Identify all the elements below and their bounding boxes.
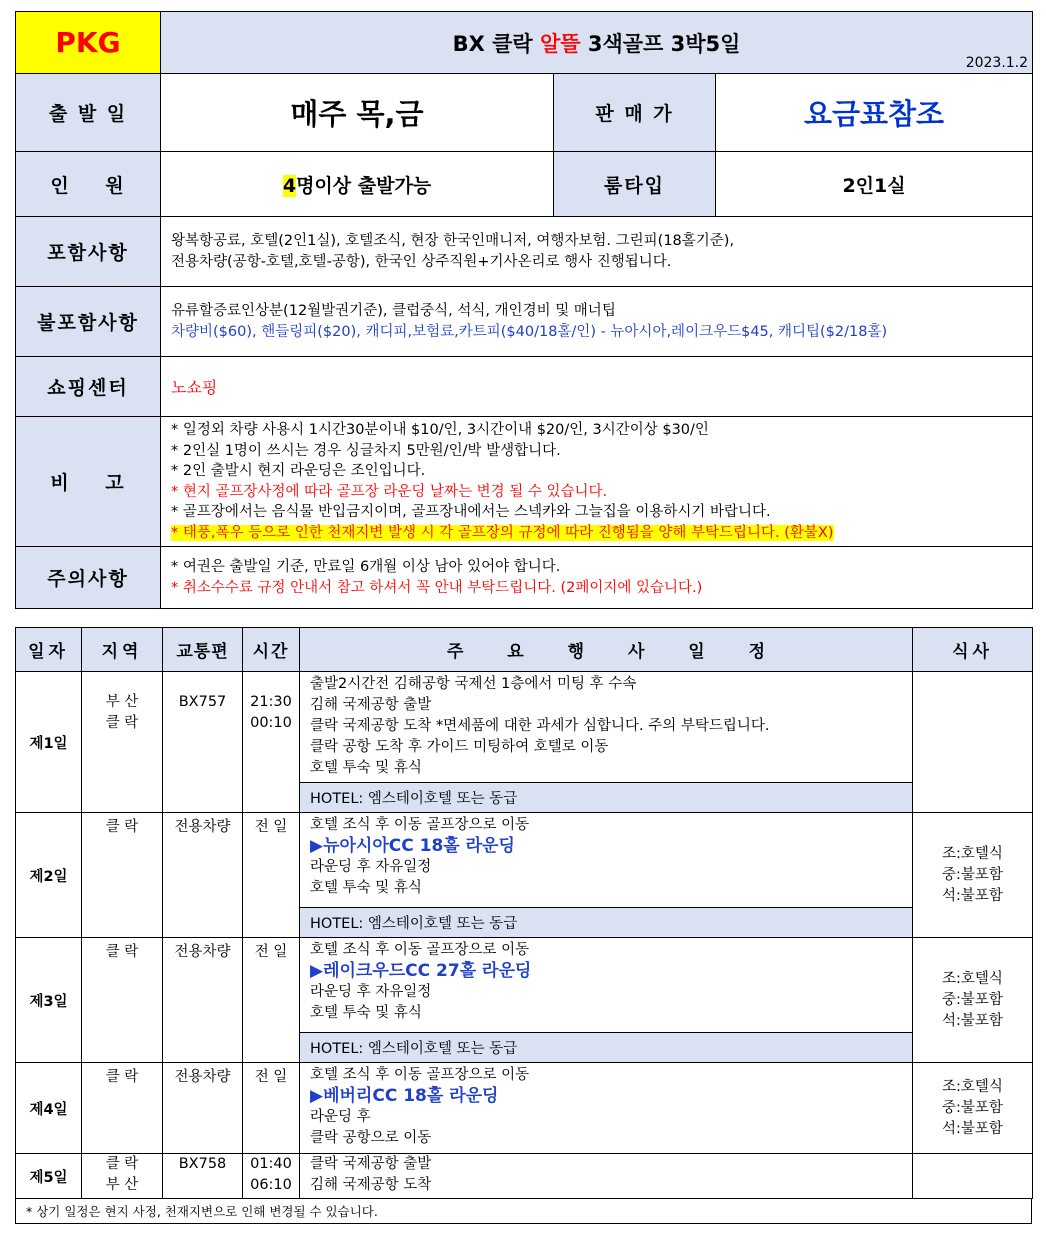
meal-breakfast: 조:호텔식 — [942, 1078, 1003, 1095]
room-value: 2인1실 — [716, 152, 1033, 217]
included-details — [161, 217, 1033, 287]
activity-line: 호텔 투숙 및 휴식 — [310, 1005, 422, 1021]
transport-cell: 전용차량 — [163, 938, 243, 1063]
included-label: 포함사항 — [16, 217, 161, 287]
price-label: 판 매 가 — [554, 74, 716, 152]
activity-cell — [300, 1063, 913, 1154]
column-header-day: 일자 — [16, 628, 82, 672]
activity-line: 출발2시간전 김해공항 국제선 1층에서 미팅 후 수속 — [310, 676, 637, 692]
transport-cell: 전용차량 — [163, 1063, 243, 1154]
time-value: 01:40 — [250, 1156, 292, 1172]
meal-lunch: 중:불포함 — [942, 991, 1003, 1008]
meal-cell — [913, 938, 1033, 1063]
region-name: 클 락 — [105, 1156, 139, 1172]
shopping-value: 노쇼핑 — [161, 357, 1033, 417]
meal-dinner: 석:불포함 — [942, 1012, 1003, 1029]
meal-dinner: 석:불포함 — [942, 1120, 1003, 1137]
pkg-label: PKG — [16, 12, 161, 74]
time-cell — [243, 672, 300, 813]
column-header-time: 시간 — [243, 628, 300, 672]
hotel-row: HOTEL: 엠스테이호텔 또는 동급 — [300, 783, 913, 813]
activity-line: 클락 공항으로 이동 — [310, 1130, 432, 1146]
golf-course-round: ▶레이크우드CC 27홀 라운딩 — [310, 961, 532, 981]
column-header-region: 지역 — [82, 628, 163, 672]
meal-cell — [913, 813, 1033, 938]
region-name: 부 산 — [105, 1177, 139, 1193]
hotel-row: HOTEL: 엠스테이호텔 또는 동급 — [300, 1033, 913, 1063]
people-number: 4 — [282, 174, 297, 197]
region-cell: 클 락 — [82, 813, 163, 938]
day-label: 제4일 — [16, 1063, 82, 1154]
column-header-meals: 식사 — [913, 628, 1033, 672]
day-label: 제5일 — [16, 1154, 82, 1199]
region-cell — [82, 1154, 163, 1199]
remarks-label: 비 고 — [16, 417, 161, 547]
remark-refund-note: * 태풍,폭우 등으로 인한 천재지변 발생 시 각 골프장의 규정에 따라 진행됨을 양해 부탁드립니다. (환불X) — [171, 524, 834, 541]
transport-cell: 전용차량 — [163, 813, 243, 938]
excluded-label: 불포함사항 — [16, 287, 161, 357]
activity-line: 라운딩 후 자유일정 — [310, 984, 432, 1000]
activity-line: 라운딩 후 — [310, 1109, 371, 1125]
remark-line-warning: * 현지 골프장사정에 따라 골프장 라운딩 날짜는 변경 될 수 있습니다. — [171, 483, 608, 500]
transport-cell: BX757 — [163, 672, 243, 813]
page-title — [161, 12, 1033, 74]
included-line: 왕복항공료, 호텔(2인1실), 호텔조식, 현장 한국인매니저, 여행자보험. 그린피(18홀기준), — [171, 232, 735, 249]
time-value: 06:10 — [250, 1177, 292, 1193]
activity-line: 클락 국제공항 도착 *면세품에 대한 과세가 심합니다. 주의 부탁드립니다. — [310, 718, 770, 734]
remark-line: * 일정외 차량 사용시 1시간30분이내 $10/인, 3시간이내 $20/인, 3시간이상 $30/인 — [171, 422, 709, 438]
included-line: 전용차량(공항-호텔,호텔-공항), 한국인 상주직원+기사온리로 행사 진행됩니다. — [171, 253, 672, 270]
time-value: 21:30 — [250, 694, 292, 710]
people-text: 명이상 출발가능 — [296, 174, 432, 197]
people-value — [161, 152, 554, 217]
golf-course-round: ▶베버리CC 18홀 라운딩 — [310, 1086, 499, 1106]
activity-line: 호텔 투숙 및 휴식 — [310, 760, 422, 776]
meal-dinner: 석:불포함 — [942, 887, 1003, 904]
activity-cell — [300, 938, 913, 1033]
room-label: 룸타입 — [554, 152, 716, 217]
price-value: 요금표참조 — [716, 74, 1033, 152]
transport-cell: BX758 — [163, 1154, 243, 1199]
activity-line: 호텔 투숙 및 휴식 — [310, 880, 422, 896]
excluded-line: 유류할증료인상분(12월발권기준), 클럽중식, 석식, 개인경비 및 매너팁 — [171, 302, 616, 319]
shopping-label: 쇼핑센터 — [16, 357, 161, 417]
golf-course-round: ▶뉴아시아CC 18홀 라운딩 — [310, 836, 515, 856]
meal-cell — [913, 672, 1033, 813]
time-cell — [243, 1154, 300, 1199]
activity-line: 클락 국제공항 출발 — [310, 1156, 432, 1172]
people-label: 인 원 — [16, 152, 161, 217]
region-cell: 클 락 — [82, 1063, 163, 1154]
title-suffix: 3색골프 3박5일 — [580, 31, 741, 56]
excluded-details — [161, 287, 1033, 357]
region-cell: 클 락 — [82, 938, 163, 1063]
activity-line: 김해 국제공항 도착 — [310, 1177, 432, 1193]
activity-line: 클락 공항 도착 후 가이드 미팅하여 호텔로 이동 — [310, 739, 609, 755]
activity-cell — [300, 672, 913, 783]
caution-line: * 여권은 출발일 기준, 만료일 6개월 이상 남아 있어야 합니다. — [171, 558, 561, 575]
title-prefix: BX 클락 — [452, 31, 540, 56]
excluded-line-costs: 차량비($60), 핸들링피($20), 캐디피,보험료,카트피($40/18홀/인) - 뉴아시아,레이크우드$45, 캐디팁($2/18홀) — [171, 323, 888, 340]
region-cell — [82, 672, 163, 813]
activity-cell — [300, 813, 913, 908]
activity-line: 라운딩 후 자유일정 — [310, 859, 432, 875]
time-cell: 전 일 — [243, 813, 300, 938]
column-header-schedule: 주 요 행 사 일 정 — [300, 628, 913, 672]
region-name: 부 산 — [105, 694, 139, 710]
remark-line: * 골프장에서는 음식물 반입금지이며, 골프장내에서는 스넥카와 그늘집을 이용하시기 바랍니다. — [171, 504, 771, 520]
remark-line: * 2인 출발시 현지 라운딩은 조인입니다. — [171, 463, 426, 479]
activity-line: 호텔 조식 후 이동 골프장으로 이동 — [310, 817, 530, 833]
schedule-table — [15, 627, 1033, 1199]
info-table — [15, 11, 1033, 609]
meal-lunch: 중:불포함 — [942, 866, 1003, 883]
time-value: 00:10 — [250, 715, 292, 731]
day-label: 제2일 — [16, 813, 82, 938]
meal-breakfast: 조:호텔식 — [942, 845, 1003, 862]
meal-cell — [913, 1063, 1033, 1154]
hotel-row: HOTEL: 엠스테이호텔 또는 동급 — [300, 908, 913, 938]
caution-line-warning: * 취소수수료 규정 안내서 참고 하셔서 꼭 안내 부탁드립니다. (2페이지에 있습니다.) — [171, 579, 703, 596]
title-highlight: 알뜰 — [539, 31, 581, 56]
column-header-transport: 교통편 — [163, 628, 243, 672]
meal-breakfast: 조:호텔식 — [942, 970, 1003, 987]
day-label: 제1일 — [16, 672, 82, 813]
time-cell: 전 일 — [243, 1063, 300, 1154]
departure-value: 매주 목,금 — [161, 74, 554, 152]
meal-lunch: 중:불포함 — [942, 1099, 1003, 1116]
activity-line: 김해 국제공항 출발 — [310, 697, 432, 713]
remark-line-highlight — [171, 523, 1022, 544]
meal-cell — [913, 1154, 1033, 1199]
region-name: 클 락 — [105, 715, 139, 731]
activity-cell — [300, 1154, 913, 1199]
activity-line: 호텔 조식 후 이동 골프장으로 이동 — [310, 942, 530, 958]
remark-line: * 2인실 1명이 쓰시는 경우 싱글차지 5만원/인/박 발생합니다. — [171, 442, 561, 459]
caution-label: 주의사항 — [16, 547, 161, 609]
activity-line: 호텔 조식 후 이동 골프장으로 이동 — [310, 1067, 530, 1083]
schedule-footnote: * 상기 일정은 현지 사정, 천재지변으로 인해 변경될 수 있습니다. — [15, 1199, 1032, 1224]
time-cell: 전 일 — [243, 938, 300, 1063]
day-label: 제3일 — [16, 938, 82, 1063]
departure-label: 출 발 일 — [16, 74, 161, 152]
remarks-details — [161, 417, 1033, 547]
schedule-sheet — [15, 627, 1032, 1224]
document-date: 2023.1.2 — [965, 55, 1029, 71]
info-sheet — [15, 11, 1032, 609]
caution-details — [161, 547, 1033, 609]
